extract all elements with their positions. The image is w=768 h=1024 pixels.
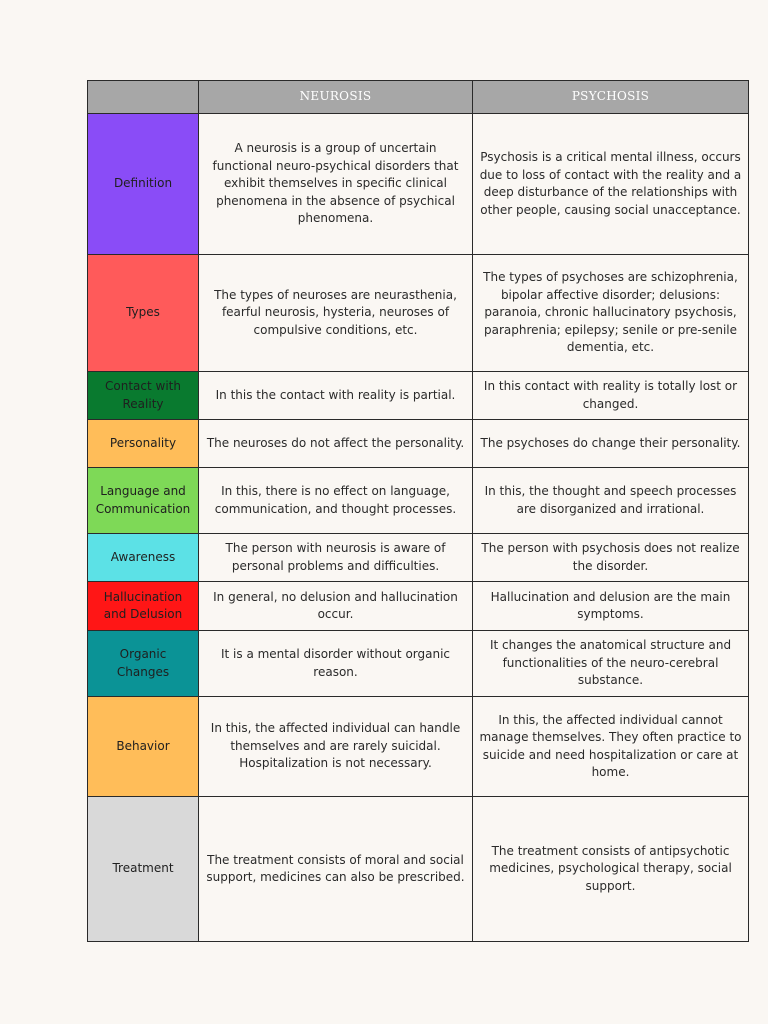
psychosis-cell: Hallucination and delusion are the main symptoms.: [473, 582, 749, 631]
row-label: Personality: [88, 420, 199, 468]
neurosis-cell: The neuroses do not affect the personality.: [199, 420, 473, 468]
comparison-table: [87, 80, 749, 942]
table-row: [88, 797, 749, 942]
neurosis-cell: The treatment consists of moral and social support, medicines can also be prescribed.: [199, 797, 473, 942]
table-row: [88, 468, 749, 534]
neurosis-cell: In this, there is no effect on language, communication, and thought processes.: [199, 468, 473, 534]
row-label: Definition: [88, 114, 199, 255]
psychosis-cell: The person with psychosis does not realize the disorder.: [473, 534, 749, 582]
psychosis-cell: The treatment consists of antipsychotic medicines, psychological therapy, social support.: [473, 797, 749, 942]
neurosis-cell: In this, the affected individual can handle themselves and are rarely suicidal. Hospitalization is not necessary.: [199, 697, 473, 797]
psychosis-cell: Psychosis is a critical mental illness, occurs due to loss of contact with the reality and a deep disturbance of the relationships with other people, causing social unacceptance.: [473, 114, 749, 255]
table-row: [88, 534, 749, 582]
neurosis-cell: In this the contact with reality is partial.: [199, 372, 473, 420]
neurosis-cell: The person with neurosis is aware of personal problems and difficulties.: [199, 534, 473, 582]
psychosis-cell: The types of psychoses are schizophrenia, bipolar affective disorder; delusions: paranoia, chronic hallucinatory psychosis, paraphrenia; epilepsy; senile or pre-senile dementia, etc.: [473, 255, 749, 372]
row-label: Contact with Reality: [88, 372, 199, 420]
header-corner: [88, 81, 199, 114]
row-label: Organic Changes: [88, 631, 199, 697]
neurosis-cell: The types of neuroses are neurasthenia, fearful neurosis, hysteria, neuroses of compulsive conditions, etc.: [199, 255, 473, 372]
header-neurosis: NEUROSIS: [199, 81, 473, 114]
header-row: [88, 81, 749, 114]
psychosis-cell: In this, the thought and speech processes are disorganized and irrational.: [473, 468, 749, 534]
psychosis-cell: In this contact with reality is totally lost or changed.: [473, 372, 749, 420]
neurosis-cell: A neurosis is a group of uncertain functional neuro-psychical disorders that exhibit themselves in specific clinical phenomena in the absence of psychical phenomena.: [199, 114, 473, 255]
row-label: Language and Communication: [88, 468, 199, 534]
row-label: Hallucination and Delusion: [88, 582, 199, 631]
table-row: [88, 582, 749, 631]
table-row: [88, 697, 749, 797]
neurosis-cell: It is a mental disorder without organic reason.: [199, 631, 473, 697]
psychosis-cell: The psychoses do change their personality.: [473, 420, 749, 468]
header-psychosis: PSYCHOSIS: [473, 81, 749, 114]
table-row: [88, 420, 749, 468]
table-row: [88, 631, 749, 697]
table-row: [88, 372, 749, 420]
psychosis-cell: It changes the anatomical structure and functionalities of the neuro-cerebral substance.: [473, 631, 749, 697]
row-label: Awareness: [88, 534, 199, 582]
table-row: [88, 114, 749, 255]
row-label: Types: [88, 255, 199, 372]
row-label: Behavior: [88, 697, 199, 797]
psychosis-cell: In this, the affected individual cannot manage themselves. They often practice to suicide and need hospitalization or care at home.: [473, 697, 749, 797]
row-label: Treatment: [88, 797, 199, 942]
table-row: [88, 255, 749, 372]
neurosis-cell: In general, no delusion and hallucination occur.: [199, 582, 473, 631]
comparison-sheet: [87, 80, 748, 941]
